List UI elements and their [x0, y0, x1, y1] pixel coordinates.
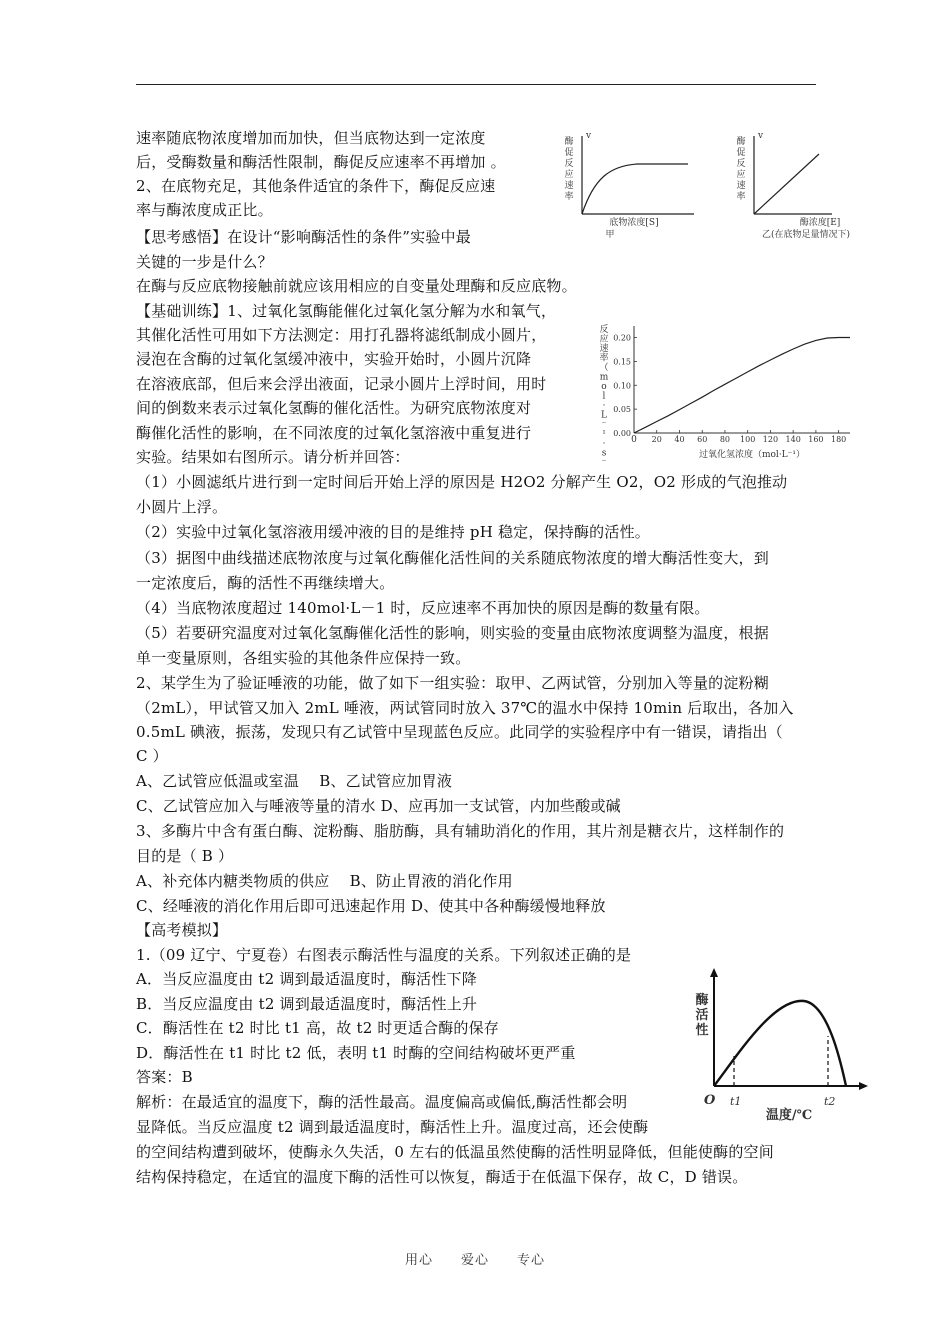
text-line: 浸泡在含酶的过氧化氢缓冲液中，实验开始时，小圆片沉降 — [136, 350, 532, 368]
figure-yi-caption: 乙(在底物足量情况下) — [761, 230, 851, 240]
text-line: 3、多酶片中含有蛋白酶、淀粉酶、脂肪酶，具有辅助消化的作用，其片剂是糖衣片，这样制作的 — [136, 822, 785, 840]
text-line: 在酶与反应底物接触前就应该用相应的自变量处理酶和反应底物。 — [136, 277, 577, 295]
temp-ylabel: 酶活性 — [695, 993, 709, 1038]
figure-yi-xlabel: 酶浓度[E] — [799, 218, 841, 228]
text-line: 2、某学生为了验证唾液的功能，做了如下一组实验：取甲、乙两试管，分别加入等量的淀粉糊 — [136, 674, 769, 692]
figure-jia — [562, 126, 702, 244]
text-line: 结构保持稳定，在适宜的温度下酶的活性可以恢复，酶适于在低温下保存，故 C，D 错误。 — [136, 1168, 748, 1186]
rate-chart-origin: 0 — [631, 435, 637, 445]
text-line: （2mL），甲试管又加入 2mL 唾液，两试管同时放入 37℃的温水中保持 10min 后取出，各加入 — [136, 699, 794, 717]
rate-x-tick-label: 100 — [740, 435, 756, 444]
rate-chart-ylabel: 反应速率（ m o l · L ⁻ ¹ · s ⁻ — [599, 325, 609, 466]
text-line: 显降低。当反应温度 t2 调到最适温度时，酶活性上升。温度过高，还会使酶 — [136, 1118, 649, 1136]
rate-x-tick-label: 180 — [830, 435, 847, 444]
rate-y-tick-label: 0.10 — [613, 381, 631, 391]
text-line: A、补充体内糖类物质的供应 B、防止胃液的消化作用 — [136, 872, 513, 890]
text-line: C、乙试管应加入与唾液等量的清水 D、应再加一支试管，内加些酸或碱 — [136, 797, 621, 815]
figure-jia-caption: 甲 — [605, 230, 615, 240]
temp-t1: t1 — [730, 1095, 742, 1108]
text-line: 答案：B — [136, 1068, 193, 1086]
text-line: （2）实验中过氧化氢溶液用缓冲液的目的是维持 pH 稳定，保持酶的活性。 — [136, 523, 650, 541]
rate-chart-xlabel: 过氧化氢浓度（mol·L⁻¹） — [698, 450, 806, 460]
figure-jia-curve — [582, 164, 688, 214]
text-line: 速率随底物浓度增加而加快，但当底物达到一定浓度 — [136, 129, 486, 147]
text-line: （5）若要研究温度对过氧化氢酶催化活性的影响，则实验的变量由底物浓度调整为温度，根据 — [136, 624, 769, 642]
text-line: B．当反应温度由 t2 调到最适温度时，酶活性上升 — [136, 995, 478, 1013]
text-line: （1）小圆滤纸片进行到一定时间后开始上浮的原因是 H2O2 分解产生 O2，O2 形成的气泡推动 — [136, 473, 788, 491]
rate-y-tick-label: 0.20 — [613, 333, 631, 343]
text-line: 其催化活性可用如下方法测定：用打孔器将滤纸制成小圆片， — [136, 326, 547, 344]
text-line: A、乙试管应低温或室温 B、乙试管应加胃液 — [136, 772, 453, 790]
text-line: 关键的一步是什么？ — [136, 253, 273, 271]
rate-x-tick-label: 60 — [697, 435, 708, 444]
page-footer — [0, 1249, 950, 1268]
header-rule — [136, 84, 816, 85]
temp-xlabel: 温度/℃ — [765, 1108, 813, 1123]
temp-y-arrow — [710, 968, 718, 977]
text-line: 单一变量原则，各组实验的其他条件应保持一致。 — [136, 649, 471, 667]
temp-origin: O — [704, 1093, 716, 1108]
text-line: 【思考感悟】在设计“影响酶活性的条件”实验中最 — [136, 228, 471, 246]
figure-yi-line — [754, 154, 819, 214]
text-line: 【基础训练】1、过氧化氢酶能催化过氧化氢分解为水和氧气， — [136, 302, 557, 320]
figure-jia-xlabel: 底物浓度[S] — [609, 218, 659, 228]
text-line: 解析：在最适宜的温度下，酶的活性最高。温度偏高或偏低,酶活性都会明 — [136, 1093, 628, 1111]
rate-x-tick-label: 140 — [785, 435, 801, 444]
rate-series-line — [634, 338, 850, 434]
rate-x-tick-label: 120 — [762, 435, 779, 444]
text-line: 后，受酶数量和酶活性限制，酶促反应速率不再增加 。 — [136, 153, 506, 171]
text-line: 【高考模拟】 — [136, 921, 228, 939]
text-line: 2、在底物充足，其他条件适宜的条件下，酶促反应速 — [136, 177, 496, 195]
text-line: 一定浓度后，酶的活性不再继续增大。 — [136, 574, 395, 592]
text-line: C ） — [136, 747, 168, 765]
text-line: 目的是（ B ） — [136, 847, 234, 865]
text-line: （3）据图中曲线描述底物浓度与过氧化酶催化活性间的关系随底物浓度的增大酶活性变大，到 — [136, 549, 769, 567]
figure-jia-v-label: v — [586, 131, 592, 141]
temp-t2: t2 — [824, 1095, 836, 1108]
figure-jia-ylabel: 酶促反应速率 — [564, 137, 574, 202]
rate-y-tick-label: 0.05 — [613, 405, 631, 415]
text-line: 的空间结构遭到破坏，使酶永久失活，0 左右的低温虽然使酶的活性明显降低，但能使酶的空间 — [136, 1143, 774, 1161]
text-line: 1.（09 辽宁、宁夏卷）右图表示酶活性与温度的关系。下列叙述正确的是 — [136, 946, 632, 964]
text-line: 在溶液底部，但后来会浮出液面，记录小圆片上浮时间，用时 — [136, 375, 547, 393]
rate-y-tick-label: 0.00 — [613, 429, 631, 438]
text-line: 间的倒数来表示过氧化氢酶的催化活性。为研究底物浓度对 — [136, 399, 532, 417]
text-line: 0.5mL 碘液，振荡，发现只有乙试管中呈现蓝色反应。此同学的实验程序中有一错误，请指出（ — [136, 723, 783, 741]
temp-curve — [714, 1001, 846, 1086]
footer-word: 爱心 — [460, 1253, 489, 1268]
rate-x-tick-label: 160 — [808, 435, 824, 444]
rate-x-tick-label: 40 — [674, 435, 685, 444]
footer-word: 用心 — [404, 1253, 433, 1268]
text-line: （4）当底物浓度超过 140mol·L－1 时，反应速率不再加快的原因是酶的数量有限。 — [136, 599, 710, 617]
text-line: 酶催化活性的影响，在不同浓度的过氧化氢溶液中重复进行 — [136, 424, 532, 442]
rate-x-tick-label: 80 — [719, 435, 731, 444]
figure-temperature — [694, 968, 874, 1128]
rate-y-tick-label: 0.15 — [613, 357, 631, 367]
text-line: 率与酶浓度成正比。 — [136, 201, 273, 219]
text-line: 实验。结果如右图所示。请分析并回答： — [136, 448, 410, 466]
temp-x-arrow — [859, 1082, 868, 1090]
figure-yi-ylabel: 酶促反应速率 — [736, 137, 746, 202]
figure-rate-chart — [594, 318, 864, 466]
text-line: D．酶活性在 t1 时比 t2 低，表明 t1 时酶的空间结构破坏更严重 — [136, 1044, 576, 1062]
footer-word: 专心 — [517, 1253, 546, 1268]
figure-yi-v-label: v — [758, 131, 764, 141]
text-line: 小圆片上浮。 — [136, 498, 228, 516]
text-line: A．当反应温度由 t2 调到最适温度时，酶活性下降 — [136, 970, 477, 988]
text-line: C、经唾液的消化作用后即可迅速起作用 D、使其中各种酶缓慢地释放 — [136, 897, 606, 915]
figure-yi — [734, 126, 874, 244]
text-line: C．酶活性在 t2 时比 t1 高，故 t2 时更适合酶的保存 — [136, 1019, 500, 1037]
rate-x-tick-label: 20 — [651, 435, 662, 444]
